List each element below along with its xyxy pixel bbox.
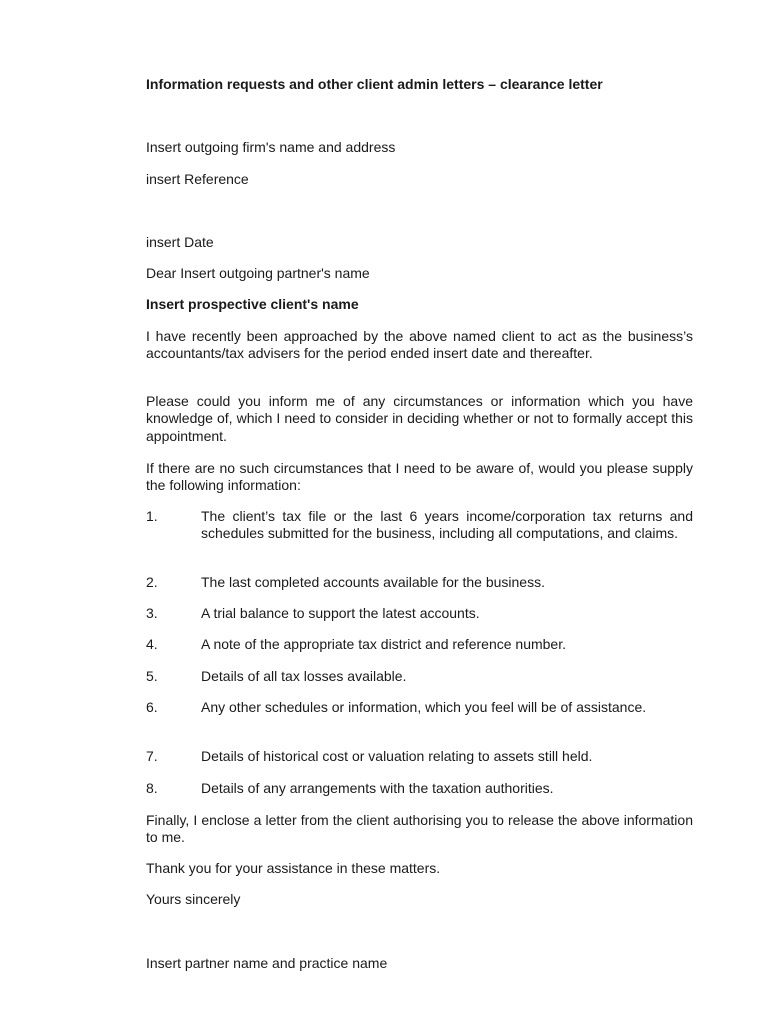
list-item-number: 7. — [146, 748, 158, 764]
list-item-text: A trial balance to support the latest accounts. — [201, 605, 480, 621]
list-item-number: 5. — [146, 668, 158, 684]
list-item-text: Details of any arrangements with the taxation authorities. — [201, 780, 554, 796]
list-item-number: 4. — [146, 636, 158, 652]
list-item-number: 1. — [146, 508, 158, 524]
paragraph-circumstances: Please could you inform me of any circumstances or information which you have knowledge of, which I need to consider in deciding whether or not to formally accept this appointment. — [146, 393, 693, 444]
list-item-number: 8. — [146, 780, 158, 796]
signoff: Yours sincerely — [146, 891, 241, 907]
list-item-text: Any other schedules or information, which you feel will be of assistance. — [201, 699, 647, 715]
list-item-number: 2. — [146, 574, 158, 590]
date: insert Date — [146, 234, 214, 250]
paragraph-request: If there are no such circumstances that I need to be aware of, would you please supply the following information: — [146, 460, 693, 494]
list-item-text: Details of historical cost or valuation relating to assets still held. — [201, 748, 593, 764]
client-heading: Insert prospective client's name — [146, 296, 359, 312]
list-item-text: A note of the appropriate tax district and reference number. — [201, 636, 566, 652]
firm-address: Insert outgoing firm's name and address — [146, 139, 396, 155]
list-item-number: 3. — [146, 605, 158, 621]
list-item-text: The last completed accounts available for the business. — [201, 574, 545, 590]
list-item-number: 6. — [146, 699, 158, 715]
thanks-line: Thank you for your assistance in these matters. — [146, 860, 441, 876]
list-item-text: The client’s tax file or the last 6 years income/corporation tax returns and schedules submitted for the business, including all computations, and claims. — [201, 508, 693, 542]
reference: insert Reference — [146, 171, 249, 187]
salutation: Dear Insert outgoing partner's name — [146, 265, 370, 281]
list-item-text: Details of all tax losses available. — [201, 668, 407, 684]
document-title: Information requests and other client admin letters – clearance letter — [146, 76, 603, 92]
paragraph-approach: I have recently been approached by the above named client to act as the business’s accountants/tax advisers for the period ended insert date and thereafter. — [146, 328, 693, 362]
signature-line: Insert partner name and practice name — [146, 955, 388, 971]
paragraph-enclosure: Finally, I enclose a letter from the client authorising you to release the above information to me. — [146, 812, 693, 846]
